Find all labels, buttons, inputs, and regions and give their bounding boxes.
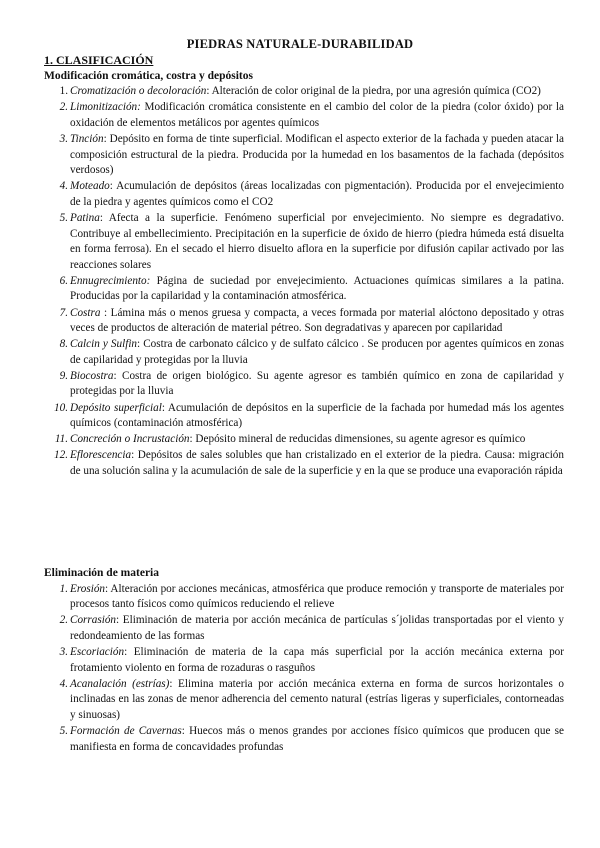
list-eliminacion bbox=[44, 582, 564, 756]
list-item: 4. Acanalación (estrías): Elimina materia por acción mecánica externa en forma de surcos horizontales o inclinadas en las zonas de menor adherencia del cemento natural (estrías ligeras y superficiales, contorneadas y sinuosas) bbox=[59, 677, 564, 721]
section-eliminacion bbox=[44, 566, 564, 756]
list-item: 2. Limonitización: Modificación cromática consistente en el cambio del color de la piedra (color óxido) por la oxidación de elementos metálicos por agentes químicos bbox=[59, 101, 564, 129]
list-item: 5. Patina: Afecta a la superficie. Fenómeno superficial por envejecimiento. No siempre es degradativo. Contribuye al embellecimiento. Precipitación en la superficie de óxido de hierro (piedra húmeda está disuelta en forma ferrosa). En el secado el hierro disuelto aflora en la superficie por difusión capilar activado por las reacciones solares bbox=[59, 211, 564, 271]
list-item: 6. Ennugrecimiento: Página de suciedad por envejecimiento. Actuaciones químicas similares a la patina. Producidas por la capilaridad y la contaminación atmosférica. bbox=[59, 274, 564, 303]
list-modificacion bbox=[44, 84, 564, 479]
list-item: 3. Tinción: Depósito en forma de tinte superficial. Modifican el aspecto exterior de la fachada y pueden atacar la composición estructural de la piedra. Producida por la humedad en los basamentos de la fachada (depósitos verdosos) bbox=[59, 132, 564, 177]
list-item: 9. Biocostra: Costra de origen biológico. Su agente agresor es también químico en zona de capilaridad y protegidas por la lluvia bbox=[59, 369, 564, 398]
list-item: 11. Concreción o Incrustación: Depósito mineral de reducidas dimensiones, su agente agresor es químico bbox=[54, 433, 526, 446]
list-item: 1. Erosión: Alteración por acciones mecánicas, atmosférica que produce remoción y transporte de materiales por procesos tanto físicos como químicos reduciendo el relieve bbox=[59, 582, 564, 611]
list-item: 12. Eflorescencia: Depósitos de sales solubles que han cristalizado en el exterior de la piedra. Causa: migración de una solución salina y la acumulación de sale de la superficie y en la que se produce una evaporación rápida bbox=[54, 449, 564, 477]
section-clasificacion bbox=[44, 53, 564, 480]
list-item: 3. Escoriación: Eliminación de materia de la capa más superficial por la acción mecánica externa por frotamiento violento en forma de rozaduras o rasguños bbox=[59, 645, 564, 674]
list-item: 5. Formación de Cavernas: Huecos más o menos grandes por acciones físico químicos que producen que se manifiesta en forma de concavidades profundas bbox=[59, 724, 564, 753]
list-item: 2. Corrasión: Eliminación de materia por acción mecánica de partículas s´jolidas transportadas por el viento y redondeamiento de las formas bbox=[59, 614, 564, 642]
list-item: 8. Calcin y Sulfin: Costra de carbonato cálcico y de sulfato cálcico . Se producen por agentes químicos en zonas de capilaridad y protegidas por la lluvia bbox=[59, 338, 564, 366]
list-item: 4. Moteado: Acumulación de depósitos (áreas localizadas con pigmentación). Producida por el envejecimiento de la piedra y agentes químicos como el CO2 bbox=[59, 180, 564, 208]
section-heading: 1. CLASIFICACIÓN bbox=[44, 53, 154, 67]
list-item: 10. Depósito superficial: Acumulación de depósitos en la superficie de la fachada por humedad más los agentes químicos (contaminación atmosférica) bbox=[54, 401, 565, 430]
list-item: 7. Costra : Lámina más o menos gruesa y compacta, a veces formada por material alóctono depositado y otras veces de productos de alteración de material pétreo. Son degradativas y aparecen por capilaridad bbox=[59, 306, 564, 335]
subheading-eliminacion: Eliminación de materia bbox=[44, 567, 159, 579]
subheading-modificacion: Modificación cromática, costra y depósitos bbox=[44, 69, 253, 82]
document-title: PIEDRAS NATURALE-DURABILIDAD bbox=[186, 37, 414, 51]
list-item: 1. Cromatización o decoloración: Alteración de color original de la piedra, por una agresión química (CO2) bbox=[59, 85, 541, 98]
